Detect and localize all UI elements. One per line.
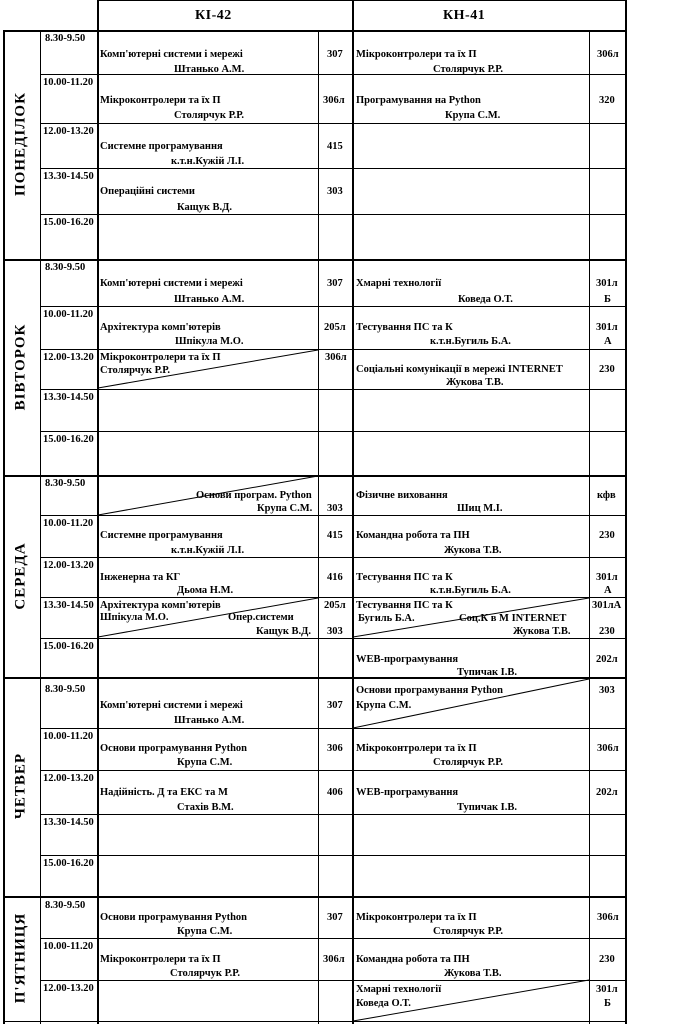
time-slot: 13.30-14.50 [43, 817, 94, 828]
time-slot: 12.00-13.20 [43, 560, 94, 571]
lesson-subject: Комп'ютерні системи і мережі [100, 278, 243, 289]
lesson-room: 306л [325, 352, 347, 363]
lesson-teacher: к.т.н.Бугиль Б.А. [430, 336, 511, 347]
lesson-room: 306л [597, 912, 619, 923]
time-slot: 10.00-11.20 [43, 309, 94, 320]
lesson-teacher: Штанько А.М. [174, 715, 245, 726]
lesson-teacher: Стахів В.М. [177, 802, 234, 813]
lesson-room: 205л [324, 600, 346, 611]
lesson-room: 306 [327, 743, 343, 754]
lesson-teacher: Крупа С.М. [445, 110, 501, 121]
lesson-teacher: Шпікула М.О. [100, 612, 169, 623]
lesson-room: 230 [599, 530, 615, 541]
lesson-room: 306л [323, 95, 345, 106]
lesson-subject: Хмарні технології [356, 984, 442, 995]
lesson-subject: Програмування на Python [356, 95, 481, 106]
lesson-teacher: Штанько А.М. [174, 294, 245, 305]
lesson-subject: Командна робота та ПН [356, 954, 470, 965]
lesson-room-letter: А [604, 585, 612, 596]
time-slot: 12.00-13.20 [43, 126, 94, 137]
lesson-teacher: Крупа С.М. [177, 757, 233, 768]
lesson-teacher: Жукова Т.В. [444, 545, 502, 556]
lesson-teacher: Столярчук Р.Р. [433, 64, 504, 75]
lesson-room-alt: 230 [599, 626, 615, 637]
time-slot: 13.30-14.50 [43, 600, 94, 611]
lesson-subject: Комп'ютерні системи і мережі [100, 700, 243, 711]
lesson-subject-alt: Соц.К в М INTERNET [459, 613, 567, 624]
lesson-subject: Основи програмування Python [100, 912, 248, 923]
lesson-subject: Фізичне виховання [356, 490, 448, 501]
lesson-room: 306л [323, 954, 345, 965]
lesson-room: 303 [327, 503, 343, 514]
lesson-room: 307 [327, 700, 343, 711]
lesson-room-alt: 303 [327, 626, 343, 637]
lesson-teacher: к.т.н.Бугиль Б.А. [430, 585, 511, 596]
lesson-subject: Мікроконтролери та їх П [100, 954, 221, 965]
lesson-subject: Мікроконтролери та їх П [356, 912, 477, 923]
lesson-subject: Тестування ПС та К [356, 322, 453, 333]
time-slot: 8.30-9.50 [45, 33, 86, 44]
lesson-subject: Командна робота та ПН [356, 530, 470, 541]
lesson-teacher: Жукова Т.В. [444, 968, 502, 979]
lesson-room: 307 [327, 278, 343, 289]
time-slot: 10.00-11.20 [43, 941, 94, 952]
lesson-teacher: Столярчук Р.Р. [433, 757, 504, 768]
lesson-teacher: Тупичак І.В. [457, 802, 518, 813]
time-slot: 8.30-9.50 [45, 262, 86, 273]
lesson-teacher: Столярчук Р.Р. [170, 968, 241, 979]
lesson-room: 205л [324, 322, 346, 333]
lesson-subject: Надійність. Д та ЕКС та М [100, 787, 228, 798]
lesson-teacher: Дьома Н.М. [177, 585, 234, 596]
lesson-room-letter: Б [604, 294, 611, 305]
time-slot: 15.00-16.20 [43, 858, 94, 869]
lesson-subject: Архітектура комп'ютерів [100, 322, 221, 333]
time-slot: 10.00-11.20 [43, 731, 94, 742]
lesson-teacher: Шиц М.І. [457, 503, 503, 514]
lesson-room: 320 [599, 95, 615, 106]
lesson-room: 406 [327, 787, 343, 798]
time-slot: 10.00-11.20 [43, 77, 94, 88]
lesson-teacher: Тупичак І.В. [457, 667, 518, 678]
lesson-subject: Тестування ПС та К [356, 572, 453, 583]
lesson-room: 301л [596, 572, 618, 583]
lesson-room: 202л [596, 654, 618, 665]
time-slot: 12.00-13.20 [43, 773, 94, 784]
time-slot: 8.30-9.50 [45, 900, 86, 911]
lesson-teacher: Штанько А.М. [174, 64, 245, 75]
lesson-subject: Системне програмування [100, 530, 223, 541]
lesson-subject: Хмарні технології [356, 278, 442, 289]
lesson-teacher: Крупа С.М. [257, 503, 313, 514]
lesson-room-letter: А [604, 336, 612, 347]
time-slot: 15.00-16.20 [43, 641, 94, 652]
lesson-subject: Основи програмування Python [356, 685, 504, 696]
lesson-subject-alt: Опер.системи [228, 612, 294, 623]
lesson-room: 301лА [592, 600, 622, 611]
lesson-subject: Інженерна та КГ [100, 572, 181, 583]
time-slot: 13.30-14.50 [43, 171, 94, 182]
lesson-teacher: Кащук В.Д. [177, 202, 232, 213]
lesson-subject: Комп'ютерні системи і мережі [100, 49, 243, 60]
lesson-subject: Мікроконтролери та їх П [100, 352, 221, 363]
time-slot: 15.00-16.20 [43, 434, 94, 445]
lesson-subject: Архітектура комп'ютерів [100, 600, 221, 611]
lesson-teacher: к.т.н.Кужій Л.І. [171, 545, 245, 556]
lesson-room: 202л [596, 787, 618, 798]
lesson-teacher-alt: Кащук В.Д. [256, 626, 311, 637]
lesson-subject: Мікроконтролери та їх П [356, 49, 477, 60]
lesson-teacher: Жукова Т.В. [446, 377, 504, 388]
lesson-subject: Мікроконтролери та їх П [356, 743, 477, 754]
group-header-kn41: КН-41 [443, 8, 486, 23]
lesson-subject: Основи програмування Python [100, 743, 248, 754]
lesson-subject: Операційні системи [100, 186, 195, 197]
time-slot: 15.00-16.20 [43, 217, 94, 228]
lesson-subject: Тестування ПС та К [356, 600, 453, 611]
group-header-ki42: КІ-42 [195, 8, 232, 23]
lesson-room: 306л [597, 49, 619, 60]
lesson-room: 303 [327, 186, 343, 197]
lesson-subject: Системне програмування [100, 141, 223, 152]
lesson-teacher: Столярчук Р.Р. [433, 926, 504, 937]
lesson-teacher: Бугиль Б.А. [358, 613, 415, 624]
time-slot: 12.00-13.20 [43, 983, 94, 994]
lesson-room: 301л [596, 984, 618, 995]
lesson-teacher: Коведа О.Т. [458, 294, 513, 305]
lesson-room: 306л [597, 743, 619, 754]
lesson-room: 415 [327, 530, 343, 541]
lesson-subject: Соціальні комунікації в мережі INTERNET [356, 364, 563, 375]
lesson-teacher: Крупа С.М. [356, 700, 412, 711]
lesson-teacher: Шпікула М.О. [175, 336, 244, 347]
lesson-room: 301л [596, 278, 618, 289]
lesson-subject: WEB-програмування [356, 654, 459, 665]
lesson-room: 230 [599, 954, 615, 965]
lesson-teacher: к.т.н.Кужій Л.І. [171, 156, 245, 167]
lesson-teacher: Коведа О.Т. [356, 998, 411, 1009]
lesson-room-letter: Б [604, 998, 611, 1009]
time-slot: 13.30-14.50 [43, 392, 94, 403]
lesson-room: 307 [327, 49, 343, 60]
lesson-teacher: Столярчук Р.Р. [174, 110, 245, 121]
time-slot: 10.00-11.20 [43, 518, 94, 529]
lesson-room: 303 [599, 685, 615, 696]
lesson-teacher-alt: Жукова Т.В. [513, 626, 571, 637]
lesson-room: кфв [597, 490, 616, 501]
time-slot: 8.30-9.50 [45, 478, 86, 489]
lesson-room: 230 [599, 364, 615, 375]
lesson-room: 416 [327, 572, 343, 583]
time-slot: 8.30-9.50 [45, 684, 86, 695]
lesson-teacher: Столярчук Р.Р. [100, 365, 171, 376]
lesson-room: 307 [327, 912, 343, 923]
lesson-subject: Мікроконтролери та їх П [100, 95, 221, 106]
lesson-room: 301л [596, 322, 618, 333]
time-slot: 12.00-13.20 [43, 352, 94, 363]
lesson-subject: Основи програм. Python [196, 490, 312, 501]
lesson-room: 415 [327, 141, 343, 152]
lesson-subject: WEB-програмування [356, 787, 459, 798]
lesson-teacher: Крупа С.М. [177, 926, 233, 937]
